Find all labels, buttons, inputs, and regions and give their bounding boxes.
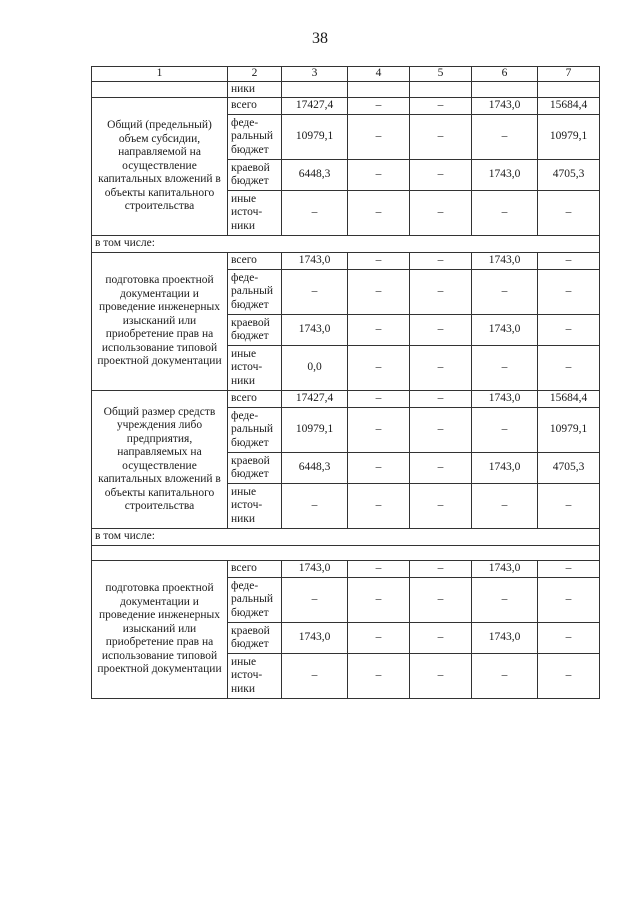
value-cell-c5: – (410, 270, 472, 315)
value-cell-c3: 1743,0 (282, 623, 348, 654)
value-cell-c6: 1743,0 (472, 561, 538, 578)
value-cell-c6: – (472, 578, 538, 623)
including-label: в том числе: (92, 236, 600, 253)
column-number: 3 (282, 67, 348, 82)
value-cell-c4: – (348, 654, 410, 699)
value-cell-c3: – (282, 578, 348, 623)
funding-source: краевой бюджет (228, 453, 282, 484)
table-row (92, 98, 600, 115)
indicator-description: подготовка проектной документации и проведение инженерных изысканий или приобретение прав на использование типовой проектной документации (92, 561, 228, 699)
value-cell-c7: – (538, 484, 600, 529)
table-row (92, 561, 600, 578)
funding-source: краевой бюджет (228, 623, 282, 654)
value-cell-c6: 1743,0 (472, 391, 538, 408)
indicator-description: подготовка проектной документации и проведение инженерных изысканий или приобретение прав на использование типовой проектной документации (92, 253, 228, 391)
value-cell-c6: – (472, 270, 538, 315)
funding-source: всего (228, 391, 282, 408)
value-cell-c4: – (348, 98, 410, 115)
value-cell-c7: – (538, 253, 600, 270)
source-cell: ники (228, 81, 282, 98)
column-number: 6 (472, 67, 538, 82)
funding-source: иные источ-ники (228, 484, 282, 529)
value-cell-c5: – (410, 453, 472, 484)
value-cell-c3: 1743,0 (282, 253, 348, 270)
value-cell-c3: 0,0 (282, 346, 348, 391)
value-cell-c3: – (282, 270, 348, 315)
spacer-row (92, 546, 600, 561)
value-cell-c4: – (348, 115, 410, 160)
value-cell-c4: – (348, 160, 410, 191)
including-label: в том числе: (92, 529, 600, 546)
page-number: 38 (312, 30, 328, 47)
value-cell-c5: – (410, 408, 472, 453)
value-cell-c3: – (282, 191, 348, 236)
value-cell-c5: – (410, 484, 472, 529)
value-cell-c4: – (348, 484, 410, 529)
value-cell-c3: 6448,3 (282, 453, 348, 484)
value-cell-c3: 17427,4 (282, 98, 348, 115)
value-cell-c4: – (348, 623, 410, 654)
value-cell-c4: – (348, 191, 410, 236)
funding-source: всего (228, 253, 282, 270)
indicator-description: Общий (предельный) объем субсидии, направляемой на осуществление капитальных вложений в объекты капитального строительства (92, 98, 228, 236)
value-cell-c7: 4705,3 (538, 160, 600, 191)
value-cell-c6: – (472, 484, 538, 529)
value-cell-c6: 1743,0 (472, 98, 538, 115)
subtotal-label-row (92, 236, 600, 253)
value-cell-c6: 1743,0 (472, 315, 538, 346)
value-cell-c3: – (282, 654, 348, 699)
value-cell-c6: 1743,0 (472, 160, 538, 191)
value-cell-c3: – (282, 484, 348, 529)
table-row (92, 391, 600, 408)
value-cell-c4: – (348, 408, 410, 453)
value-cell-c7: – (538, 623, 600, 654)
value-cell-c6: – (472, 191, 538, 236)
desc-cell (92, 81, 228, 98)
value-cell-c5: – (410, 346, 472, 391)
value-cell-c6: – (472, 115, 538, 160)
table-row (92, 253, 600, 270)
value-cell-c4: – (348, 578, 410, 623)
value-cell-c4: – (348, 270, 410, 315)
value-cell-c6: 1743,0 (472, 453, 538, 484)
value-cell-c7: – (538, 270, 600, 315)
funding-source: феде-ральный бюджет (228, 115, 282, 160)
value-cell-c7: 15684,4 (538, 98, 600, 115)
value-cell-c5: – (410, 160, 472, 191)
budget-table (91, 66, 600, 699)
indicator-description: Общий размер средств учреждения либо предприятия, направляемых на осуществление капитальных вложений в объекты капитального строительства (92, 391, 228, 529)
value-cell-c4: – (348, 391, 410, 408)
value-cell-c7: 10979,1 (538, 408, 600, 453)
value-cell-c3: 1743,0 (282, 561, 348, 578)
value-cell-c3: 10979,1 (282, 408, 348, 453)
value-cell-c5: – (410, 115, 472, 160)
value-cell-c5: – (410, 98, 472, 115)
value-cell-c6: 1743,0 (472, 623, 538, 654)
value-cell-c5: – (410, 654, 472, 699)
funding-source: феде-ральный бюджет (228, 408, 282, 453)
value-cell-c4: – (348, 315, 410, 346)
funding-source: иные источ-ники (228, 191, 282, 236)
funding-source: краевой бюджет (228, 315, 282, 346)
funding-source: иные источ-ники (228, 346, 282, 391)
funding-source: краевой бюджет (228, 160, 282, 191)
value-cell-c7: – (538, 191, 600, 236)
funding-source: всего (228, 98, 282, 115)
value-cell-c4: – (348, 253, 410, 270)
value-cell-c4: – (348, 561, 410, 578)
value-cell-c5: – (410, 253, 472, 270)
column-number-row (92, 67, 600, 82)
funding-source: феде-ральный бюджет (228, 578, 282, 623)
column-number: 7 (538, 67, 600, 82)
value-cell-c7: 10979,1 (538, 115, 600, 160)
spacer-cell (92, 546, 600, 561)
funding-source: феде-ральный бюджет (228, 270, 282, 315)
value-cell-c6: – (472, 408, 538, 453)
column-number: 4 (348, 67, 410, 82)
value-cell-c5: – (410, 191, 472, 236)
continuation-row (92, 81, 600, 98)
value-cell-c7: 4705,3 (538, 453, 600, 484)
column-number: 1 (92, 67, 228, 82)
value-cell-c7: – (538, 578, 600, 623)
column-number: 2 (228, 67, 282, 82)
funding-source: всего (228, 561, 282, 578)
value-cell-c3: 6448,3 (282, 160, 348, 191)
value-cell-c3: 10979,1 (282, 115, 348, 160)
value-cell-c6: – (472, 654, 538, 699)
value-cell-c6: – (472, 346, 538, 391)
value-cell-c4: – (348, 453, 410, 484)
value-cell-c5: – (410, 578, 472, 623)
value-cell-c7: 15684,4 (538, 391, 600, 408)
value-cell-c5: – (410, 315, 472, 346)
value-cell-c5: – (410, 623, 472, 654)
subtotal-label-row (92, 529, 600, 546)
value-cell-c7: – (538, 561, 600, 578)
value-cell-c7: – (538, 654, 600, 699)
value-cell-c5: – (410, 391, 472, 408)
funding-source: иные источ-ники (228, 654, 282, 699)
value-cell-c4: – (348, 346, 410, 391)
value-cell-c7: – (538, 346, 600, 391)
value-cell-c6: 1743,0 (472, 253, 538, 270)
value-cell-c3: 17427,4 (282, 391, 348, 408)
column-number: 5 (410, 67, 472, 82)
value-cell-c5: – (410, 561, 472, 578)
value-cell-c3: 1743,0 (282, 315, 348, 346)
value-cell-c7: – (538, 315, 600, 346)
